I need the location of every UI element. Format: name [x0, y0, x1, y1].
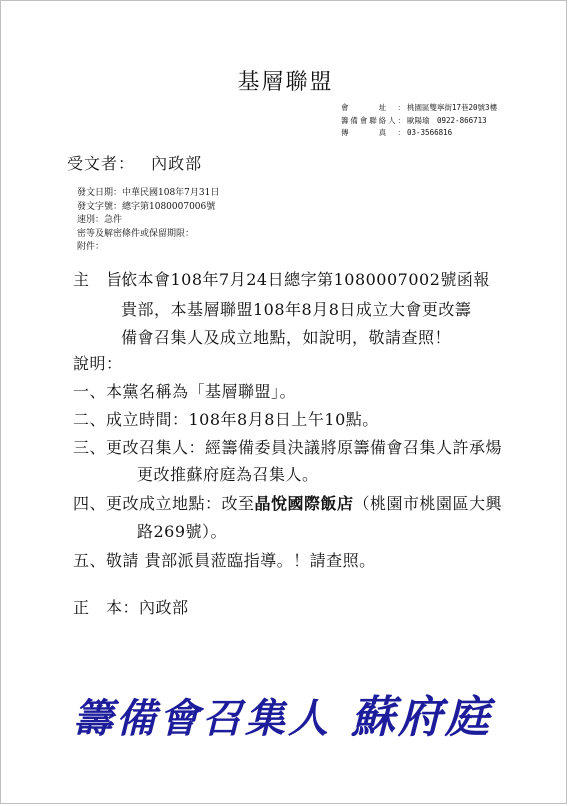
- recipient-value: 內政部: [151, 154, 203, 173]
- recipient-line: [67, 151, 202, 174]
- meta-speed: 速別：急件: [77, 215, 123, 225]
- meta-date: 發文日期：中華民國108年7月31日: [77, 188, 220, 198]
- subject-label: 主 旨：: [73, 270, 140, 289]
- meta-number: 發文字號：總字第1080007006號: [77, 201, 216, 212]
- recipient-label: 受文者：: [67, 154, 136, 173]
- signature-name: 蘇府庭: [351, 692, 492, 743]
- explanation-item-5: 五、敬請 貴部派員蒞臨指導。！請查照。: [73, 551, 376, 570]
- explanation-item-4-cont: 路269號）。: [137, 522, 228, 541]
- subject-line-3: 備會召集人及成立地點，如說明，敬請查照！: [121, 328, 452, 347]
- contact-fax: 傳 真： 03-3566816: [341, 128, 453, 137]
- signature-block: [73, 681, 492, 745]
- meta-attachment: 附件：: [77, 242, 105, 252]
- venue-name: 晶悅國際飯店: [254, 494, 354, 513]
- explanation-item-1: 一、本黨名稱為「基層聯盟」。: [73, 382, 297, 401]
- signature-role: 籌備會召集人: [73, 695, 331, 742]
- explanation-item-3-cont: 更改推蘇府庭為召集人。: [137, 465, 319, 484]
- subject-line-2: 貴部，本基層聯盟108年8月8日成立大會更改籌: [121, 300, 472, 319]
- explanation-item-2: 二、成立時間：108年8月8日上午10點。: [73, 410, 379, 429]
- contact-address: 會 址： 桃園區雙寧街17巷20號3樓: [341, 103, 498, 112]
- explanation-label: 說明：: [73, 354, 123, 373]
- subject-line-1: 依本會108年7月24日總字第1080007002號函報: [121, 270, 490, 289]
- contact-person: 籌備會聯絡人： 歐陽瑜 0922-866713: [341, 115, 487, 125]
- contact-block: [341, 102, 497, 140]
- original-copy-line: [73, 595, 189, 618]
- explanation-item-4: 四、更改成立地點：改至晶悅國際飯店（桃園市桃園區大興: [73, 494, 503, 513]
- meta-confidentiality: 密等及解密條件或保留期限：: [77, 228, 195, 239]
- explanation-item-3: 三、更改召集人：經籌備委員決議將原籌備會召集人許承煬: [73, 438, 503, 457]
- document-title: 基層聯盟: [237, 70, 334, 95]
- cc-label: 正 本：: [73, 598, 140, 617]
- cc-value: 內政部: [139, 598, 189, 617]
- document-meta: [77, 187, 219, 255]
